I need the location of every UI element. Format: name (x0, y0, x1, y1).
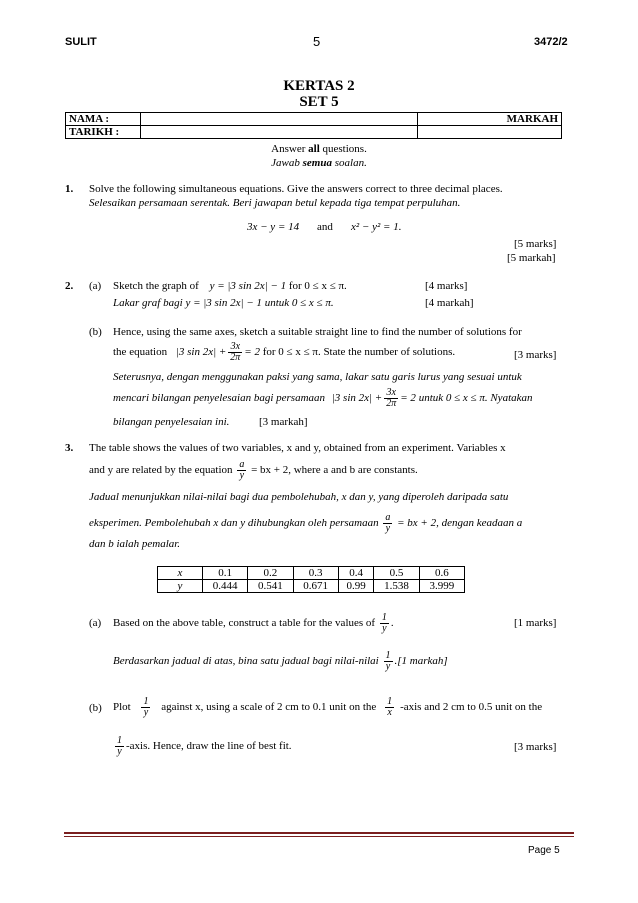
markah-field[interactable] (418, 126, 562, 139)
q3-x-cell: 0.4 (338, 567, 374, 580)
footer-rule-thin (64, 836, 574, 837)
q2-number: 2. (65, 280, 74, 292)
header-paper-code: 3472/2 (534, 36, 568, 48)
q2b-marks-en: [3 marks] (514, 349, 557, 361)
q3-x-cell: 0.5 (374, 567, 419, 580)
q2b-text-ms-3: bilangan penyelesaian ini. (113, 416, 230, 428)
q3-x-cell: 0.2 (248, 567, 293, 580)
q3-y-cell: 0.99 (338, 580, 374, 593)
q2b-text-en-1: Hence, using the same axes, sketch a suitable straight line to find the number of solutions for (113, 326, 522, 338)
student-info-table (65, 112, 562, 139)
q3-y-cell: 3.999 (419, 580, 464, 593)
q3b-label: (b) (89, 702, 102, 714)
q3b-marks: [3 marks] (514, 741, 557, 753)
q3a-label: (a) (89, 617, 102, 629)
q3-y-cell: 0.671 (293, 580, 338, 593)
q3-x-cell: 0.3 (293, 567, 338, 580)
q2b-text-en-2: the equation |3 sin 2x| + $\frac{3x}{2\pi}$ = 2 for 0 ≤ x ≤ π. State the number of solutions. (113, 341, 456, 363)
q3a-text-en: Based on the above table, construct a table for the values of $\frac{1}{y}$ . (113, 612, 394, 634)
q3b-text-2: $\frac{1}{y}$ -axis. Hence, draw the line of best fit. (117, 735, 292, 757)
footer-page: Page 5 (528, 845, 560, 856)
tarikh-label: TARIKH : (66, 126, 141, 139)
title-kertas: KERTAS 2 (283, 78, 355, 94)
q3-y-cell: 0.541 (248, 580, 293, 593)
markah-label: MARKAH (418, 113, 562, 126)
q1-and: and (317, 221, 333, 233)
q3-text-en-2: and y are related by the equation $\frac{a}{y}$ = bx + 2, where a and b are constants. (89, 459, 418, 481)
header-page-number: 5 (313, 34, 321, 49)
q2b-label: (b) (89, 326, 102, 338)
nama-field[interactable] (141, 113, 418, 126)
q3-row-y (158, 580, 465, 593)
nama-label: NAMA : (66, 113, 141, 126)
q3-x-cell: 0.1 (203, 567, 248, 580)
tarikh-field[interactable] (141, 126, 418, 139)
q3-x-cell: 0.6 (419, 567, 464, 580)
q3-row-x (158, 567, 465, 580)
instruction-en: Answer all questions. (271, 143, 367, 155)
q1-marks-ms: [5 markah] (507, 252, 556, 264)
header-sulit: SULIT (65, 36, 97, 48)
q3-y-cell: 1.538 (374, 580, 419, 593)
q3-data-table (157, 566, 465, 593)
q3-text-ms-3: dan b ialah pemalar. (89, 538, 181, 550)
q1-number: 1. (65, 183, 74, 195)
q3a-text-ms: Berdasarkan jadual di atas, bina satu jadual bagi nilai-nilai $\frac{1}{y}$ .[1 markah] (113, 650, 448, 672)
instruction-ms: Jawab semua soalan. (271, 157, 367, 169)
q2a-marks-ms: [4 markah] (425, 297, 474, 309)
q3-number: 3. (65, 442, 74, 454)
q2a-text-en: Sketch the graph of y = |3 sin 2x| − 1 for 0 ≤ x ≤ π. (113, 280, 347, 292)
q3-y-cell: 0.444 (203, 580, 248, 593)
q2b-marks-ms: [3 markah] (259, 416, 308, 428)
footer-rule (64, 832, 574, 834)
q3-text-ms-2: eksperimen. Pembolehubah x dan y dihubungkan oleh persamaan $\frac{a}{y}$ = bx + 2, dengan keadaan a (89, 512, 523, 534)
q3-text-en-1: The table shows the values of two variables, x and y, obtained from an experiment. Variables x (89, 442, 506, 454)
q1-text-en: Solve the following simultaneous equations. Give the answers correct to three decimal places. (89, 183, 503, 195)
q1-equation-1: 3x − y = 14 (247, 221, 300, 233)
q3-x-header: x (158, 567, 203, 580)
q3-y-header: y (158, 580, 203, 593)
q2b-text-ms-1: Seterusnya, dengan menggunakan paksi yang sama, lakar satu garis lurus yang sesuai untuk (113, 371, 522, 383)
q3b-text-1: Plot $\frac{1}{y}$ against x, using a scale of 2 cm to 0.1 unit on the $\frac{1}{x}$ -axis and 2 cm to 0.5 unit on the (113, 696, 543, 718)
q2b-text-ms-2: mencari bilangan penyelesaian bagi persamaan |3 sin 2x| + $\frac{3x}{2\pi}$ = 2 untuk 0 ≤ x ≤ π. Nyatakan (113, 387, 533, 409)
q2a-label: (a) (89, 280, 102, 292)
q1-text-ms: Selesaikan persamaan serentak. Beri jawapan betul kepada tiga tempat perpuluhan. (89, 197, 461, 209)
q3-text-ms-1: Jadual menunjukkan nilai-nilai bagi dua pembolehubah, x dan y, yang diperoleh daripada satu (89, 491, 509, 503)
q2a-text-ms: Lakar graf bagi y = |3 sin 2x| − 1 untuk 0 ≤ x ≤ π. (113, 297, 334, 309)
q2a-equation: y = |3 sin 2x| − 1 (209, 280, 287, 292)
q2a-marks-en: [4 marks] (425, 280, 468, 292)
q1-equation-2: x² − y² = 1. (351, 221, 402, 233)
title-set: SET 5 (299, 94, 339, 110)
q1-marks-en: [5 marks] (514, 238, 557, 250)
q3a-marks-en: [1 marks] (514, 617, 557, 629)
